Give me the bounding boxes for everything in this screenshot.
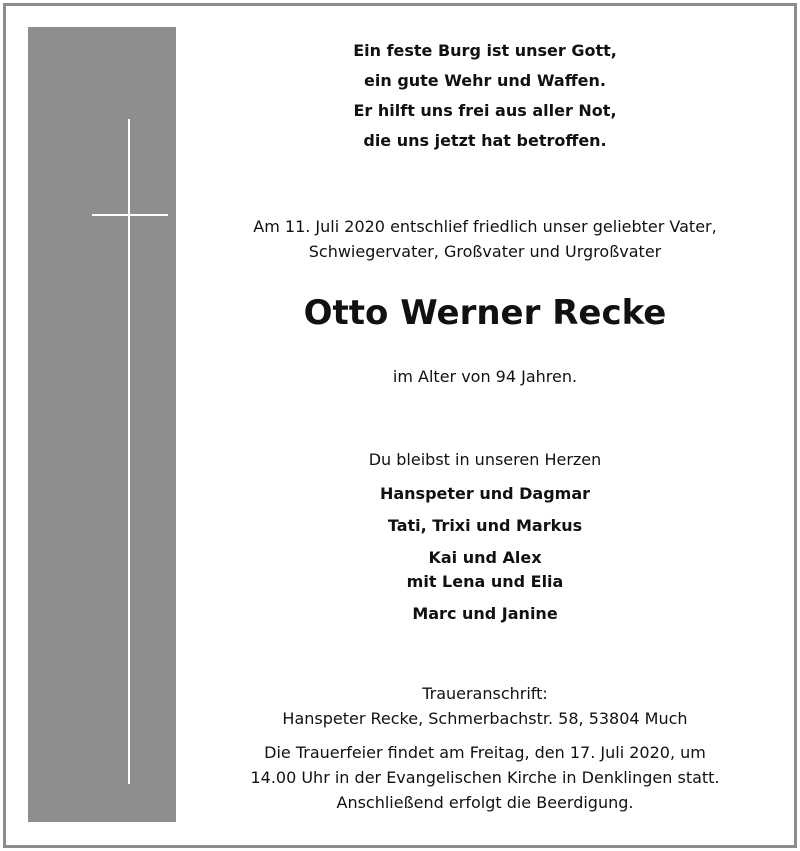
family-line: Hanspeter und Dagmar: [379, 484, 591, 503]
verse-line: ein gute Wehr und Waffen.: [364, 71, 606, 90]
verse-line: Ein feste Burg ist unser Gott,: [353, 41, 617, 60]
family-line: Tati, Trixi und Markus: [387, 516, 583, 535]
cross-icon-vertical: [128, 119, 130, 784]
address: [185, 681, 785, 731]
family-line: Kai und Alex: [428, 548, 542, 567]
service-info: [185, 740, 785, 815]
service-line: 14.00 Uhr in der Evangelischen Kirche in Denklingen statt.: [250, 768, 720, 787]
verse: [185, 36, 785, 156]
family-group: [185, 514, 785, 538]
deceased-name: Otto Werner Recke: [303, 293, 667, 333]
family-group: [185, 482, 785, 506]
intro: [185, 214, 785, 264]
verse-line: die uns jetzt hat betroffen.: [363, 131, 607, 150]
family-group: [185, 546, 785, 594]
intro-line: Am 11. Juli 2020 entschlief friedlich unser geliebter Vater,: [253, 217, 717, 236]
address-label: Traueranschrift:: [422, 684, 548, 703]
age-text: im Alter von 94 Jahren.: [392, 367, 578, 386]
address-line: Hanspeter Recke, Schmerbachstr. 58, 53804 Much: [282, 709, 688, 728]
verse-line: Er hilft uns frei aus aller Not,: [353, 101, 617, 120]
side-panel: [28, 27, 176, 822]
family-line: mit Lena und Elia: [406, 572, 564, 591]
intro-line: Schwiegervater, Großvater und Urgroßvater: [308, 242, 662, 261]
family-list: [185, 482, 785, 634]
service-line: Die Trauerfeier findet am Freitag, den 17. Juli 2020, um: [264, 743, 706, 762]
family-line: Marc und Janine: [412, 604, 558, 623]
service-line: Anschließend erfolgt die Beerdigung.: [336, 793, 634, 812]
cross-icon-horizontal: [92, 214, 168, 216]
family-group: [185, 602, 785, 626]
farewell-text: Du bleibst in unseren Herzen: [368, 450, 602, 469]
